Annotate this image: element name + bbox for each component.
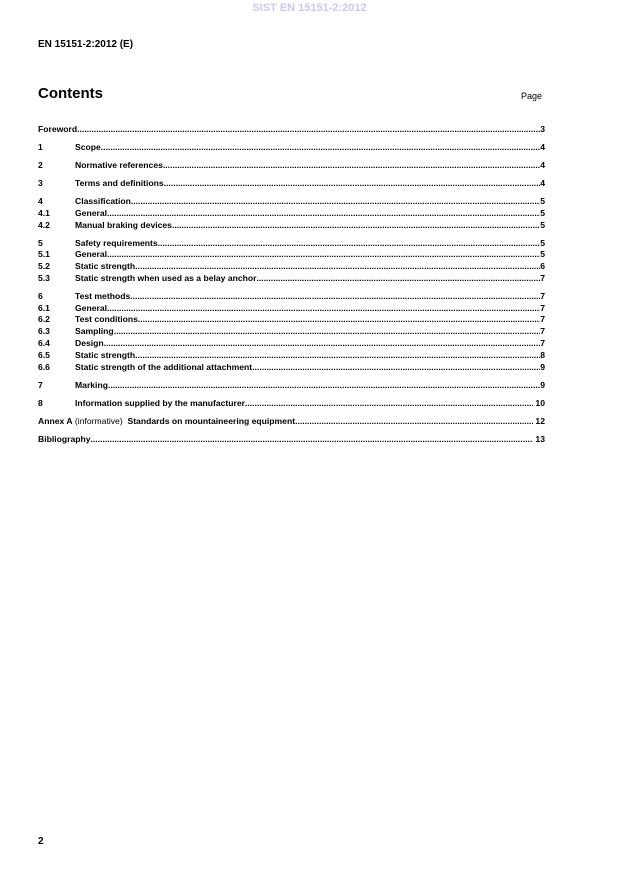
entry-number: 2: [38, 159, 43, 170]
entry-number: 4: [38, 195, 43, 206]
toc-entry[interactable]: [38, 416, 545, 428]
dot-leader: [172, 220, 540, 232]
entry-title: Static strength of the additional attachment: [75, 361, 253, 372]
entry-title: Static strength: [75, 261, 136, 272]
entry-number: 4.2: [38, 219, 50, 230]
toc-entry[interactable]: [38, 362, 545, 374]
toc-entry[interactable]: [38, 350, 545, 362]
entry-title: Information supplied by the manufacturer: [75, 397, 245, 408]
entry-number: 5.3: [38, 272, 50, 283]
document-header: EN 15151-2:2012 (E): [38, 39, 134, 50]
dot-leader: [138, 314, 540, 326]
entry-number: 1: [38, 141, 43, 152]
toc-group: [38, 196, 545, 231]
entry-title: Manual braking devices: [75, 219, 172, 230]
entry-title: Foreword: [38, 124, 78, 134]
toc-group: [38, 124, 545, 136]
entry-title: Sampling: [75, 326, 114, 337]
dot-leader: [77, 124, 540, 136]
entry-title: Scope: [75, 141, 101, 152]
dot-leader: [252, 362, 540, 374]
entry-number: 6.3: [38, 326, 50, 337]
toc-entry[interactable]: [38, 303, 545, 315]
dot-leader: [295, 416, 533, 428]
toc-entry[interactable]: [38, 291, 545, 303]
dot-leader: [114, 326, 541, 338]
entry-title: General: [75, 249, 108, 260]
dot-leader: [130, 291, 540, 303]
toc-entry[interactable]: [38, 273, 545, 285]
page-number: 2: [38, 836, 44, 847]
dot-leader: [135, 261, 540, 273]
dot-leader: [101, 142, 540, 154]
entry-page: 7: [540, 272, 545, 283]
entry-title: Test conditions: [75, 314, 138, 325]
entry-page: 4: [540, 141, 545, 152]
toc-group: [38, 160, 545, 172]
toc-entry[interactable]: [38, 196, 545, 208]
toc-entry[interactable]: [38, 238, 545, 250]
dot-leader: [108, 380, 540, 392]
entry-annex-title: Standards on mountaineering equipment: [122, 415, 296, 426]
entry-title: Static strength: [75, 349, 136, 360]
toc-group: [38, 416, 545, 428]
toc-group: [38, 434, 545, 446]
entry-page: 7: [540, 302, 545, 313]
toc-entry[interactable]: [38, 398, 545, 410]
entry-number: 8: [38, 397, 43, 408]
dot-leader: [107, 249, 540, 261]
dot-leader: [158, 238, 541, 250]
dot-leader: [245, 398, 533, 410]
entry-title: Static strength when used as a belay anchor: [75, 272, 257, 283]
toc-entry[interactable]: [38, 261, 545, 273]
entry-page: 5: [540, 237, 545, 248]
dot-leader: [104, 338, 541, 350]
entry-title: Bibliography: [38, 433, 91, 444]
toc-group: [38, 398, 545, 410]
toc-entry[interactable]: [38, 124, 545, 136]
toc-entry[interactable]: [38, 142, 545, 154]
toc-entry[interactable]: [38, 326, 545, 338]
entry-page: 4: [540, 159, 545, 170]
entry-page: 12: [533, 415, 545, 426]
entry-page: 4: [540, 177, 545, 188]
entry-number: 5: [38, 237, 43, 248]
entry-page: 13: [533, 433, 545, 444]
entry-page: 10: [533, 397, 545, 408]
entry-title: Normative references: [75, 159, 163, 170]
toc-entry[interactable]: [38, 249, 545, 261]
entry-title: Design: [75, 338, 104, 349]
entry-page: 7: [540, 290, 545, 301]
dot-leader: [135, 350, 540, 362]
toc-group: [38, 238, 545, 285]
toc-group: [38, 291, 545, 374]
entry-title: Terms and definitions: [75, 177, 164, 188]
entry-title: Classification: [75, 195, 131, 206]
entry-number: 6.5: [38, 349, 50, 360]
toc-entry[interactable]: [38, 178, 545, 190]
entry-page: 5: [540, 207, 545, 218]
toc-entry[interactable]: [38, 220, 545, 232]
toc-entry[interactable]: [38, 380, 545, 392]
entry-page: 7: [540, 338, 545, 349]
entry-title: Test methods: [75, 290, 131, 301]
dot-leader: [256, 273, 540, 285]
entry-number: 6.6: [38, 361, 50, 372]
entry-title: General: [75, 302, 108, 313]
dot-leader: [131, 196, 540, 208]
entry-title: Annex A (informative) Standards on mountaineering equipment: [38, 415, 296, 426]
entry-page: 7: [540, 314, 545, 325]
entry-number: 5.2: [38, 261, 50, 272]
entry-page: 9: [540, 361, 545, 372]
entry-page: 5: [540, 219, 545, 230]
entry-number: 6: [38, 290, 43, 301]
entry-title: Marking: [75, 379, 108, 390]
toc-entry[interactable]: [38, 314, 545, 326]
toc-entry[interactable]: [38, 434, 545, 446]
dot-leader: [107, 303, 540, 315]
toc-group: [38, 142, 545, 154]
entry-number: 6.4: [38, 338, 50, 349]
entry-page: 7: [540, 326, 545, 337]
table-of-contents: [38, 124, 545, 452]
page-column-label: Page: [521, 91, 543, 101]
entry-annex-type: (informative): [72, 415, 123, 426]
entry-page: 5: [540, 195, 545, 206]
entry-page: 3: [540, 124, 545, 134]
entry-number: 7: [38, 379, 43, 390]
toc-group: [38, 178, 545, 190]
dot-leader: [164, 178, 541, 190]
entry-number: 5.1: [38, 249, 50, 260]
contents-title: Contents: [38, 85, 103, 102]
dot-leader: [163, 160, 540, 172]
toc-group: [38, 380, 545, 392]
entry-page: 5: [540, 249, 545, 260]
toc-entry[interactable]: [38, 208, 545, 220]
entry-title: General: [75, 207, 108, 218]
watermark: SIST EN 15151-2:2012: [252, 2, 367, 14]
entry-page: 9: [540, 379, 545, 390]
entry-number: 6.1: [38, 302, 50, 313]
dot-leader: [107, 208, 540, 220]
entry-number: 6.2: [38, 314, 50, 325]
toc-entry[interactable]: [38, 160, 545, 172]
entry-title: Safety requirements: [75, 237, 158, 248]
toc-entry[interactable]: [38, 338, 545, 350]
entry-number: 3: [38, 177, 43, 188]
entry-page: 6: [540, 261, 545, 272]
entry-page: 8: [540, 349, 545, 360]
entry-number: 4.1: [38, 207, 50, 218]
dot-leader: [91, 434, 534, 446]
